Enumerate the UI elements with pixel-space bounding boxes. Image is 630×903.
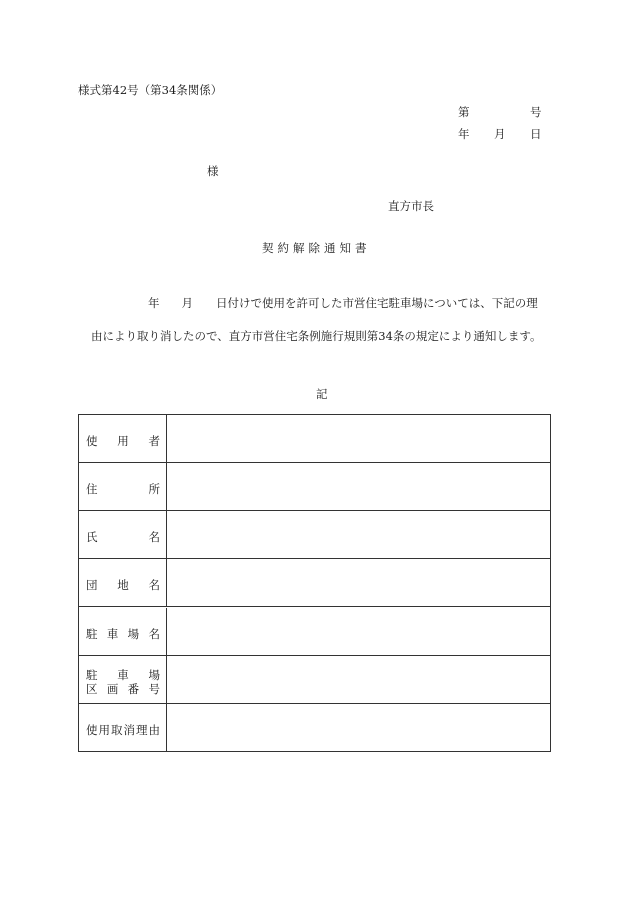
body-year: 年	[148, 296, 160, 310]
value-address[interactable]	[167, 463, 550, 510]
date-month: 月	[494, 127, 506, 141]
value-name[interactable]	[167, 511, 550, 558]
value-user[interactable]	[167, 415, 550, 462]
label-space-line-2: 区 画 番 号	[86, 682, 160, 696]
table-row-user	[79, 415, 550, 463]
value-space-number[interactable]	[167, 656, 550, 703]
label-name: 氏 名	[86, 530, 160, 544]
details-table	[78, 414, 551, 752]
date-day: 日	[530, 127, 542, 141]
table-row-reason	[79, 704, 550, 751]
form-number: 様式第42号（第34条関係）	[78, 83, 223, 97]
label-space-line-1: 駐 車 場	[86, 668, 160, 682]
doc-number-suffix: 号	[530, 105, 542, 119]
label-complex-name: 団 地 名	[86, 578, 160, 592]
body-line-1	[148, 298, 538, 310]
table-row-space-number	[79, 656, 550, 704]
value-cancel-reason[interactable]	[167, 704, 550, 751]
value-parking-name[interactable]	[167, 608, 550, 655]
table-row-complex	[79, 559, 550, 607]
date-year: 年	[458, 127, 470, 141]
doc-number-prefix: 第	[458, 105, 470, 119]
issuer-name: 直方市長	[388, 199, 434, 213]
label-user: 使 用 者	[86, 434, 160, 448]
table-row-address	[79, 463, 550, 511]
label-cancel-reason: 使 用 取 消 理 由	[86, 723, 160, 737]
table-row-name	[79, 511, 550, 559]
record-heading: 記	[316, 387, 328, 401]
recipient-honorific: 様	[207, 164, 219, 178]
document-title: 契約解除通知書	[262, 241, 371, 255]
label-parking-name: 駐 車 場 名	[86, 627, 160, 641]
body-month: 月	[181, 296, 193, 310]
value-complex-name[interactable]	[167, 559, 550, 606]
body-text-1: 日付けで使用を許可した市営住宅駐車場については、下記の理	[216, 296, 538, 310]
table-row-parking	[79, 608, 550, 656]
label-address: 住 所	[86, 482, 160, 496]
body-line-2: 由により取り消したので、直方市営住宅条例施行規則第34条の規定により通知します。	[91, 329, 542, 343]
